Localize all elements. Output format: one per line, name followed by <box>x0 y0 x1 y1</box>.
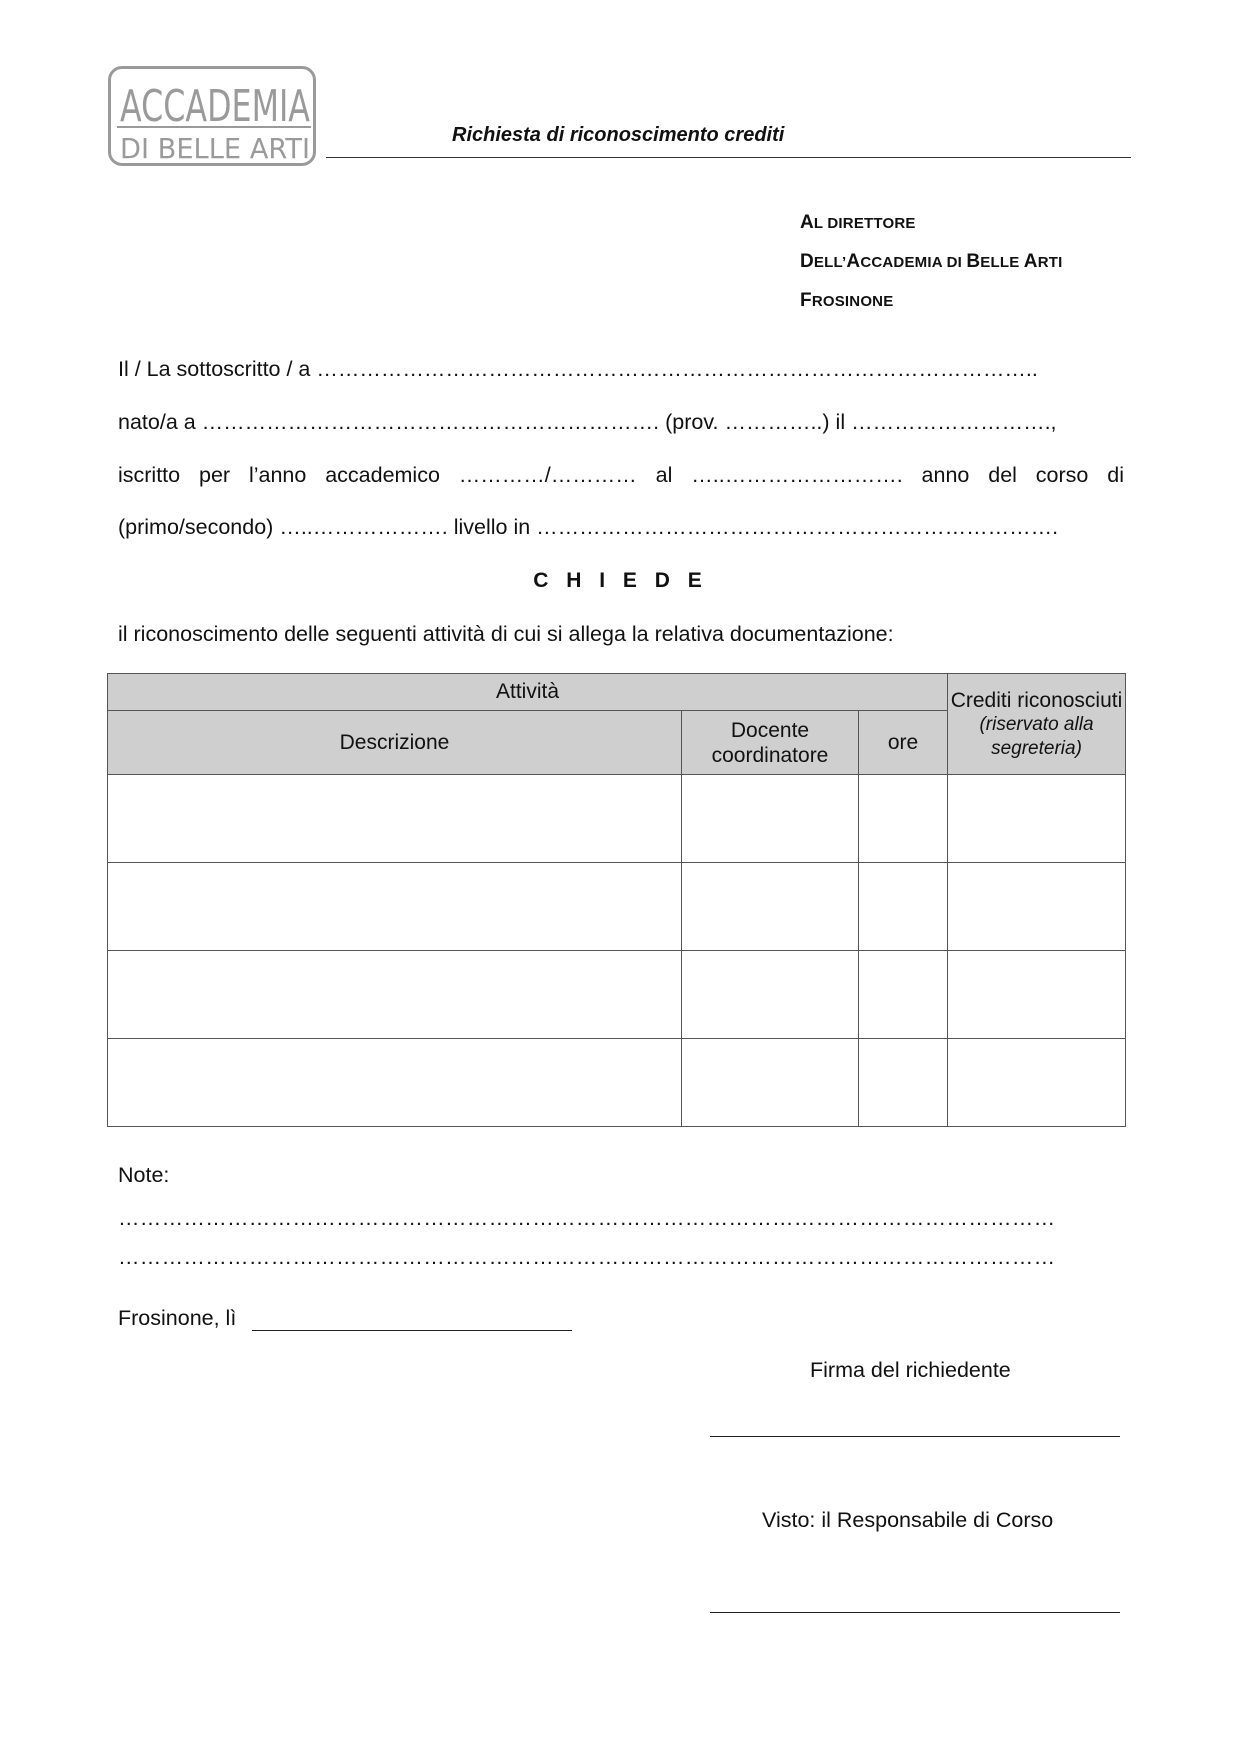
docente-cell[interactable] <box>682 863 859 951</box>
field-livello[interactable]: (primo/secondo) …..………………. livello in ………………………………………………………………. <box>118 515 1059 539</box>
docente-cell[interactable] <box>682 951 859 1039</box>
crediti-cell[interactable] <box>948 951 1126 1039</box>
field-nascita[interactable]: nato/a a ………………………………………………………. (prov. …………..) il ………………………., <box>118 410 1057 434</box>
addressee-line-1: AL DIRETTORE <box>800 212 916 233</box>
document-title: Richiesta di riconoscimento crediti <box>452 124 785 146</box>
descrizione-cell[interactable] <box>108 863 682 951</box>
descrizione-cell[interactable] <box>108 951 682 1039</box>
ore-cell[interactable] <box>859 951 948 1039</box>
chiede-heading: C H I E D E <box>533 569 708 592</box>
addressee-line-2: DELL’ACCADEMIA DI BELLE ARTI <box>800 251 1063 272</box>
descrizione-cell[interactable] <box>108 775 682 863</box>
table-row <box>108 1039 1126 1127</box>
activities-group-header: Attività <box>108 674 948 711</box>
visto-signature-line[interactable] <box>710 1612 1120 1613</box>
crediti-header: Crediti riconosciuti (riservato alla segreteria) <box>948 674 1126 775</box>
crediti-cell[interactable] <box>948 863 1126 951</box>
firma-label: Firma del richiedente <box>810 1358 1011 1382</box>
firma-signature-line[interactable] <box>710 1436 1120 1437</box>
request-text: il riconoscimento delle seguenti attività di cui si allega la relativa documentazione: <box>118 622 894 646</box>
logo-line2: DI BELLE ARTI <box>120 132 310 165</box>
docente-cell[interactable] <box>682 1039 859 1127</box>
visto-label: Visto: il Responsabile di Corso <box>762 1508 1054 1532</box>
crediti-cell[interactable] <box>948 775 1126 863</box>
descrizione-cell[interactable] <box>108 1039 682 1127</box>
table-row <box>108 863 1126 951</box>
header-divider <box>326 157 1131 158</box>
ore-header: ore <box>859 711 948 775</box>
notes-line-1[interactable]: ………………………………………………………………………………………………………………… <box>118 1206 1056 1230</box>
descrizione-header: Descrizione <box>108 711 682 775</box>
notes-label: Note: <box>118 1163 170 1187</box>
docente-cell[interactable] <box>682 775 859 863</box>
logo-lettering <box>111 69 319 169</box>
activities-table <box>107 673 1126 1127</box>
date-field-line[interactable] <box>252 1330 572 1331</box>
notes-line-2[interactable]: ………………………………………………………………………………………………………………… <box>118 1245 1056 1269</box>
field-iscrizione[interactable]: iscritto per l’anno accademico …………/………… al …..……………………. anno del corso di <box>118 463 1124 487</box>
table-row <box>108 775 1126 863</box>
ore-cell[interactable] <box>859 775 948 863</box>
logo-line1: ACCADEMIA <box>120 81 310 132</box>
academy-logo <box>108 66 316 166</box>
field-sottoscritto[interactable]: Il / La sottoscritto / a ……………………………………………………………………………………….. <box>118 357 1038 381</box>
table-row <box>108 951 1126 1039</box>
ore-cell[interactable] <box>859 863 948 951</box>
docente-header: Docente coordinatore <box>682 711 859 775</box>
ore-cell[interactable] <box>859 1039 948 1127</box>
addressee-line-3: FROSINONE <box>800 290 894 311</box>
place-date-label: Frosinone, lì <box>118 1306 237 1330</box>
crediti-cell[interactable] <box>948 1039 1126 1127</box>
